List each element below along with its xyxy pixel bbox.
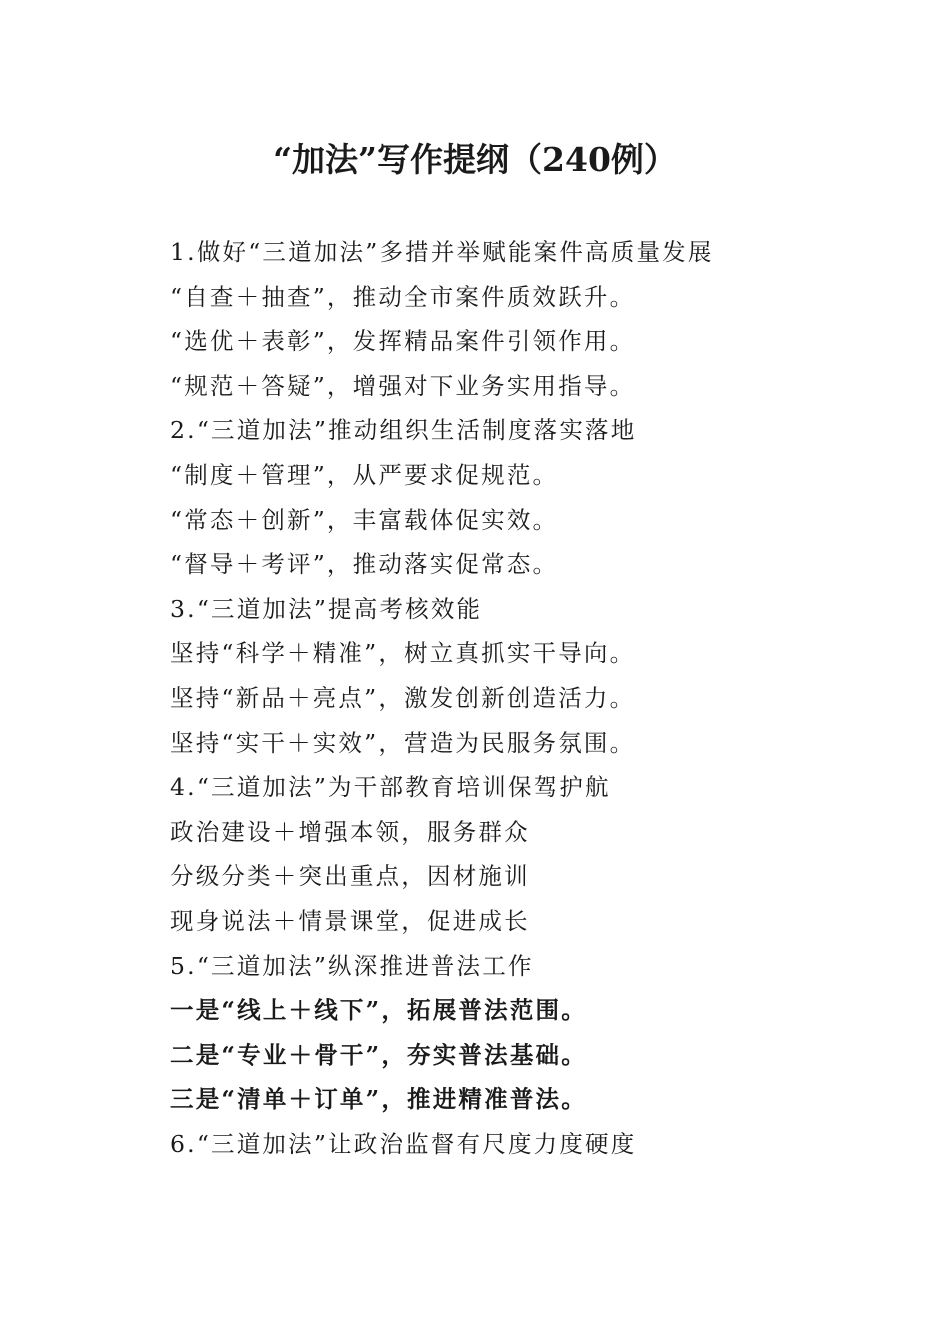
document-line: 坚持“科学＋精准”，树立真抓实干导向。 xyxy=(170,639,636,668)
document-line: 1.做好“三道加法”多措并举赋能案件高质量发展 xyxy=(170,238,714,266)
document-line: 二是“专业＋骨干”，夯实普法基础。 xyxy=(170,1040,587,1069)
document-line: 现身说法＋情景课堂，促进成长 xyxy=(170,906,530,935)
document-line: 坚持“实干＋实效”，营造为民服务氛围。 xyxy=(170,728,636,757)
document-line: “规范＋答疑”，增强对下业务实用指导。 xyxy=(170,371,636,400)
document-body xyxy=(170,230,870,1166)
document-line: 3.“三道加法”提高考核效能 xyxy=(170,594,483,623)
document-line: 5.“三道加法”纵深推进普法工作 xyxy=(170,951,534,980)
document-line: 分级分类＋突出重点，因材施训 xyxy=(170,862,530,891)
document-line: 政治建设＋增强本领，服务群众 xyxy=(170,817,530,846)
document-line: 4.“三道加法”为干部教育培训保驾护航 xyxy=(170,773,611,802)
document-line: “选优＋表彰”，发挥精品案件引领作用。 xyxy=(170,327,636,356)
document-title: “加法”写作提纲（240例） xyxy=(273,140,677,179)
document-line: “制度＋管理”，从严要求促规范。 xyxy=(170,460,559,489)
document-line: “常态＋创新”，丰富载体促实效。 xyxy=(170,505,559,534)
document-line: 6.“三道加法”让政治监督有尺度力度硬度 xyxy=(170,1129,637,1158)
document-line: 2.“三道加法”推动组织生活制度落实落地 xyxy=(170,416,637,445)
document-line: 一是“线上＋线下”，拓展普法范围。 xyxy=(170,996,587,1025)
document-line: 坚持“新品＋亮点”，激发创新创造活力。 xyxy=(170,683,636,712)
document-line: 三是“清单＋订单”，推进精准普法。 xyxy=(170,1085,587,1114)
document-line: “督导＋考评”，推动落实促常态。 xyxy=(170,550,559,579)
document-line: “自查＋抽查”，推动全市案件质效跃升。 xyxy=(170,282,636,311)
